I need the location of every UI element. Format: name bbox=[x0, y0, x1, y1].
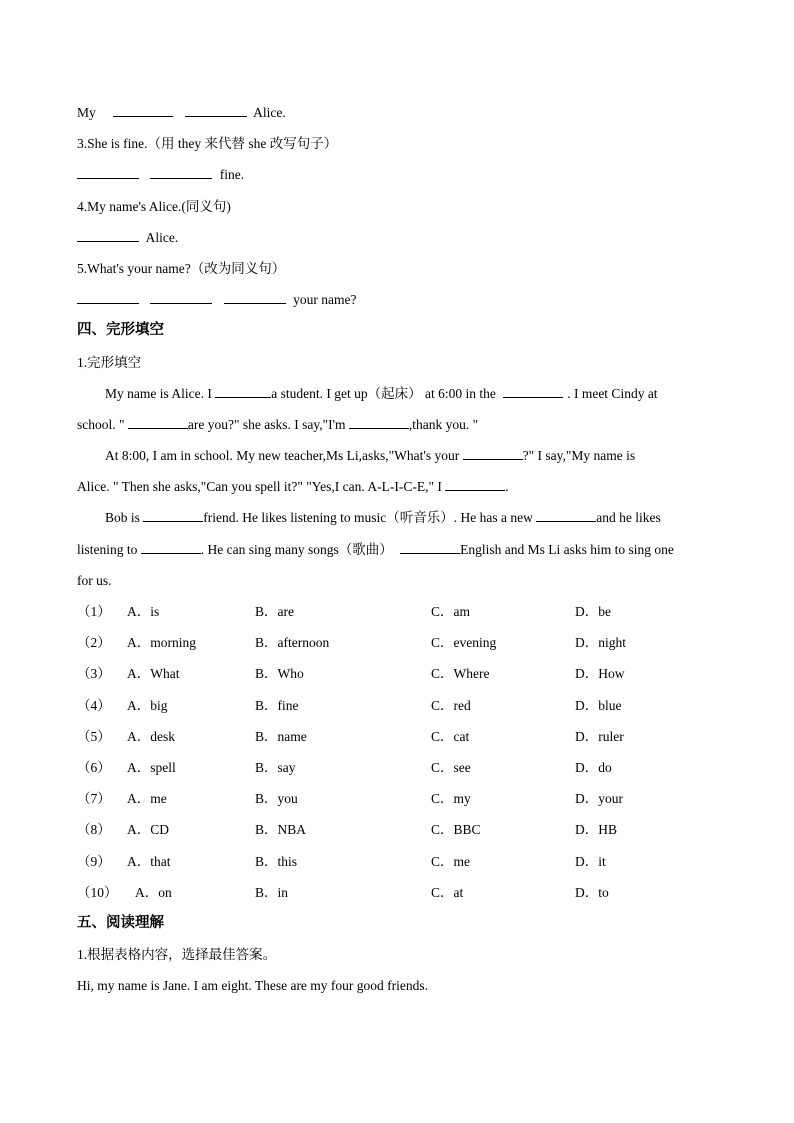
option-c[interactable]: C．at bbox=[431, 884, 464, 900]
question-number: （1） bbox=[77, 604, 111, 619]
cloze-blank-1[interactable] bbox=[215, 383, 271, 398]
question-number: （2） bbox=[77, 635, 111, 651]
question-number: （7） bbox=[77, 791, 111, 807]
q2-answer-line: My Alice. bbox=[77, 101, 727, 132]
option-d[interactable]: D．night bbox=[575, 635, 627, 651]
cloze-blank-5[interactable] bbox=[463, 445, 523, 460]
option-c[interactable]: C．cat bbox=[431, 728, 470, 744]
cloze-blank-8[interactable] bbox=[536, 507, 596, 522]
option-b[interactable]: B．are bbox=[255, 604, 294, 619]
option-a[interactable]: A．that bbox=[127, 853, 171, 869]
question-number: （9） bbox=[77, 853, 111, 869]
cloze-paragraph-line: Alice. " Then she asks,"Can you spell it?" "Yes,I can. A-L-I-C-E," I . bbox=[77, 475, 727, 506]
cloze-paragraph-line: school. " are you?" she asks. I say,"I'm ,thank you. " bbox=[77, 413, 727, 444]
answer-blank[interactable] bbox=[77, 227, 139, 242]
options-row bbox=[77, 600, 727, 631]
question-3: 3.She is fine.（用 they 来代替 she 改写句子） bbox=[77, 136, 338, 152]
answer-blank[interactable] bbox=[224, 289, 286, 304]
option-c[interactable]: C．Where bbox=[431, 666, 490, 682]
cloze-blank-4[interactable] bbox=[349, 414, 409, 429]
cloze-blank-9[interactable] bbox=[141, 539, 201, 554]
option-d[interactable]: D．do bbox=[575, 759, 612, 775]
answer-blank[interactable] bbox=[185, 102, 247, 117]
question-number: （4） bbox=[77, 697, 111, 713]
q5-answer-line: your name? bbox=[77, 288, 727, 319]
option-c[interactable]: C．see bbox=[431, 759, 471, 775]
worksheet-page bbox=[77, 101, 727, 1005]
cloze-paragraph-line: At 8:00, I am in school. My new teacher,Ms Li,asks,"What's your ?" I say,"My name is bbox=[77, 444, 727, 475]
option-b[interactable]: B．you bbox=[255, 791, 298, 807]
options-row bbox=[77, 662, 727, 693]
options-row bbox=[77, 694, 727, 725]
question-number: （10） bbox=[77, 884, 118, 900]
answer-blank[interactable] bbox=[77, 164, 139, 179]
reading-instruction: 1.根据表格内容，选择最佳答案。 bbox=[77, 947, 277, 963]
option-b[interactable]: B．this bbox=[255, 853, 298, 869]
option-d[interactable]: D．to bbox=[575, 884, 609, 900]
options-row bbox=[77, 631, 727, 662]
option-b[interactable]: B．NBA bbox=[255, 822, 307, 838]
option-d[interactable]: D．ruler bbox=[575, 728, 624, 744]
question-4: 4.My name's Alice.(同义句) bbox=[77, 198, 231, 214]
option-b[interactable]: B．name bbox=[255, 728, 307, 744]
options-row bbox=[77, 818, 727, 849]
option-b[interactable]: B．in bbox=[255, 884, 289, 900]
options-row bbox=[77, 787, 727, 818]
cloze-blank-7[interactable] bbox=[143, 507, 203, 522]
cloze-subtitle: 1.完形填空 bbox=[77, 354, 142, 370]
cloze-options-list bbox=[77, 600, 727, 912]
option-a[interactable]: A．What bbox=[127, 666, 180, 682]
options-row bbox=[77, 725, 727, 756]
answer-blank[interactable] bbox=[150, 289, 212, 304]
reading-passage-line: Hi, my name is Jane. I am eight. These are my four good friends. bbox=[77, 978, 429, 994]
question-5: 5.What's your name?（改为同义句） bbox=[77, 260, 286, 276]
cloze-blank-2[interactable] bbox=[503, 383, 563, 398]
section-heading-reading: 五、阅读理解 bbox=[77, 914, 164, 931]
cloze-paragraph-line: My name is Alice. I a student. I get up（起床） at 6:00 in the . I meet Cindy at bbox=[77, 382, 727, 413]
option-a[interactable]: A．is bbox=[127, 604, 160, 619]
cloze-blank-10[interactable] bbox=[400, 539, 460, 554]
q4-answer-line: Alice. bbox=[77, 226, 727, 257]
options-row bbox=[77, 756, 727, 787]
option-d[interactable]: D．blue bbox=[575, 697, 622, 713]
option-b[interactable]: B．fine bbox=[255, 697, 299, 713]
option-d[interactable]: D．your bbox=[575, 791, 623, 807]
option-a[interactable]: A．on bbox=[135, 884, 172, 900]
cloze-blank-6[interactable] bbox=[445, 476, 505, 491]
option-c[interactable]: C．am bbox=[431, 604, 470, 619]
question-number: （3） bbox=[77, 666, 111, 682]
option-b[interactable]: B．say bbox=[255, 759, 296, 775]
option-a[interactable]: A．me bbox=[127, 791, 167, 807]
question-number: （6） bbox=[77, 759, 111, 775]
option-a[interactable]: A．CD bbox=[127, 822, 170, 838]
option-c[interactable]: C．my bbox=[431, 791, 471, 807]
section-heading-cloze: 四、完形填空 bbox=[77, 322, 164, 339]
option-c[interactable]: C．evening bbox=[431, 635, 497, 651]
cloze-paragraph-line: listening to . He can sing many songs（歌曲） English and Ms Li asks him to sing one bbox=[77, 538, 727, 569]
option-a[interactable]: A．big bbox=[127, 697, 168, 713]
answer-blank[interactable] bbox=[113, 102, 173, 117]
option-d[interactable]: D．be bbox=[575, 604, 611, 619]
option-c[interactable]: C．BBC bbox=[431, 822, 481, 838]
answer-blank[interactable] bbox=[150, 164, 212, 179]
option-c[interactable]: C．red bbox=[431, 697, 471, 713]
option-b[interactable]: B．Who bbox=[255, 666, 304, 682]
option-a[interactable]: A．morning bbox=[127, 635, 196, 651]
cloze-blank-3[interactable] bbox=[128, 414, 188, 429]
cloze-paragraph-line: for us. bbox=[77, 572, 112, 588]
cloze-paragraph-line: Bob is friend. He likes listening to music（听音乐）. He has a new and he likes bbox=[77, 506, 727, 537]
option-d[interactable]: D．How bbox=[575, 666, 625, 682]
options-row bbox=[77, 850, 727, 881]
option-c[interactable]: C．me bbox=[431, 853, 470, 869]
question-number: （5） bbox=[77, 728, 111, 744]
options-row bbox=[77, 881, 727, 912]
option-d[interactable]: D．HB bbox=[575, 822, 618, 838]
option-b[interactable]: B．afternoon bbox=[255, 635, 330, 651]
question-number: （8） bbox=[77, 822, 111, 838]
option-a[interactable]: A．desk bbox=[127, 728, 175, 744]
q3-answer-line: fine. bbox=[77, 163, 727, 194]
option-a[interactable]: A．spell bbox=[127, 759, 176, 775]
option-d[interactable]: D．it bbox=[575, 853, 606, 869]
answer-blank[interactable] bbox=[77, 289, 139, 304]
